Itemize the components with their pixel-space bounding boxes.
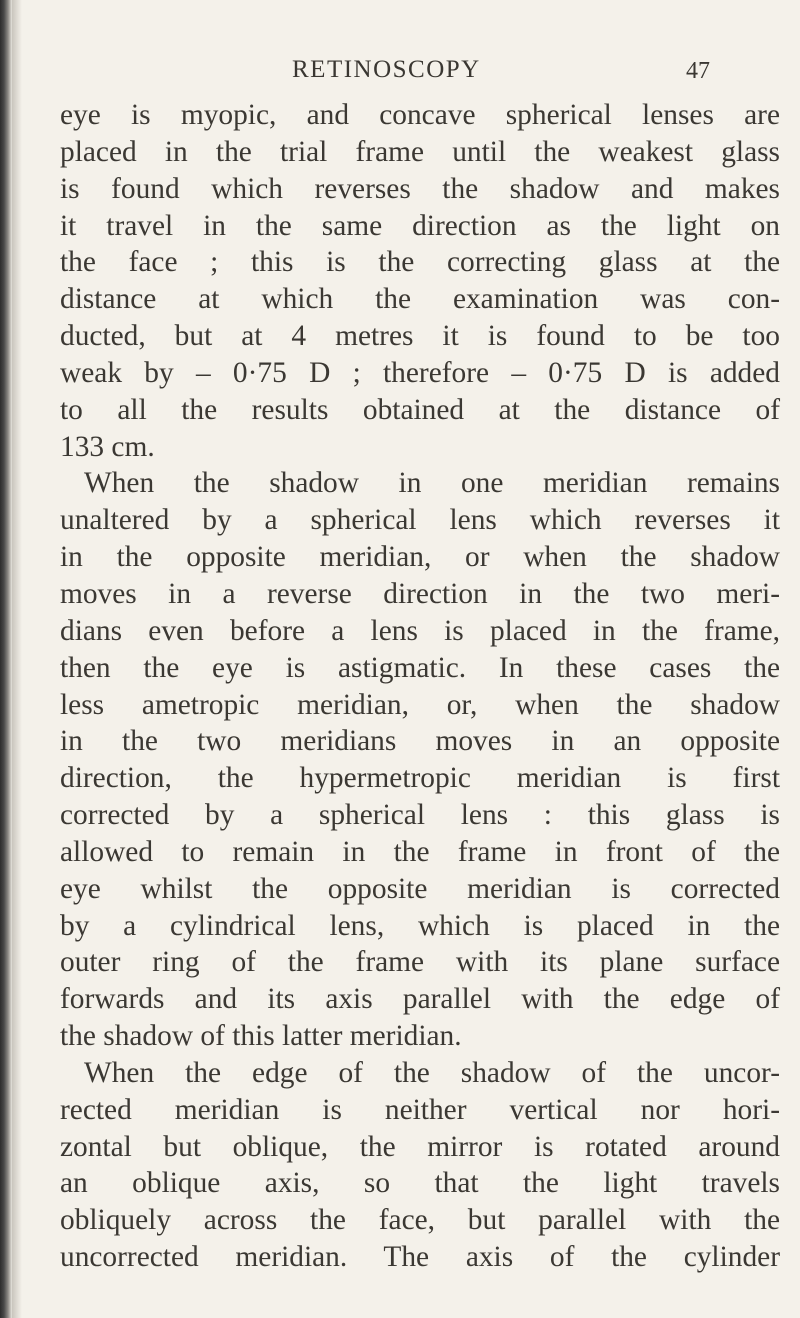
page-binding-shadow bbox=[12, 0, 22, 1318]
text-line: the shadow of this latter meridian. bbox=[60, 1020, 462, 1053]
text-line: 133 cm. bbox=[60, 430, 155, 463]
running-header bbox=[0, 56, 800, 96]
text-line: less ametropic meridian, or, when the shadow bbox=[60, 688, 780, 721]
text-line: placed in the trial frame until the weakest glass bbox=[60, 135, 780, 168]
text-line: dians even before a lens is placed in the frame, bbox=[60, 614, 780, 647]
text-line: ducted, but at 4 metres it is found to be too bbox=[60, 320, 780, 353]
running-title: RETINOSCOPY bbox=[292, 56, 481, 83]
text-line: an oblique axis, so that the light travels bbox=[60, 1167, 780, 1200]
text-line: eye whilst the opposite meridian is corrected bbox=[60, 872, 780, 905]
text-line: corrected by a spherical lens : this glass is bbox=[60, 799, 780, 832]
text-line: zontal but oblique, the mirror is rotated around bbox=[60, 1130, 780, 1163]
page-binding-edge bbox=[0, 0, 12, 1318]
text-line: When the shadow in one meridian remains bbox=[84, 467, 780, 500]
text-line: direction, the hypermetropic meridian is first bbox=[60, 762, 780, 795]
text-line: forwards and its axis parallel with the edge of bbox=[60, 983, 780, 1016]
text-line: distance at which the examination was con- bbox=[60, 283, 780, 316]
text-line: weak by – 0·75 D ; therefore – 0·75 D is added bbox=[60, 356, 780, 389]
text-line: to all the results obtained at the distance of bbox=[60, 393, 780, 426]
text-line: the face ; this is the correcting glass at the bbox=[60, 246, 780, 279]
text-line: outer ring of the frame with its plane surface bbox=[60, 946, 780, 979]
text-line: obliquely across the face, but parallel with the bbox=[60, 1204, 780, 1237]
text-line: unaltered by a spherical lens which reverses it bbox=[60, 504, 780, 537]
text-line: it travel in the same direction as the light on bbox=[60, 209, 780, 242]
text-line: allowed to remain in the frame in front of the bbox=[60, 835, 780, 868]
body-text bbox=[60, 97, 780, 1276]
text-line: When the edge of the shadow of the uncor- bbox=[84, 1056, 780, 1089]
text-line: eye is myopic, and concave spherical lenses are bbox=[60, 99, 780, 131]
text-line: then the eye is astigmatic. In these cases the bbox=[60, 651, 780, 684]
text-line: in the opposite meridian, or when the shadow bbox=[60, 541, 780, 574]
page-number: 47 bbox=[686, 58, 710, 84]
text-line: moves in a reverse direction in the two meri- bbox=[60, 577, 780, 610]
text-line: is found which reverses the shadow and makes bbox=[60, 172, 780, 205]
text-line: uncorrected meridian. The axis of the cylinder bbox=[60, 1241, 780, 1274]
text-line: by a cylindrical lens, which is placed in the bbox=[60, 909, 780, 942]
text-line: rected meridian is neither vertical nor hori- bbox=[60, 1093, 780, 1126]
text-line: in the two meridians moves in an opposite bbox=[60, 725, 780, 758]
